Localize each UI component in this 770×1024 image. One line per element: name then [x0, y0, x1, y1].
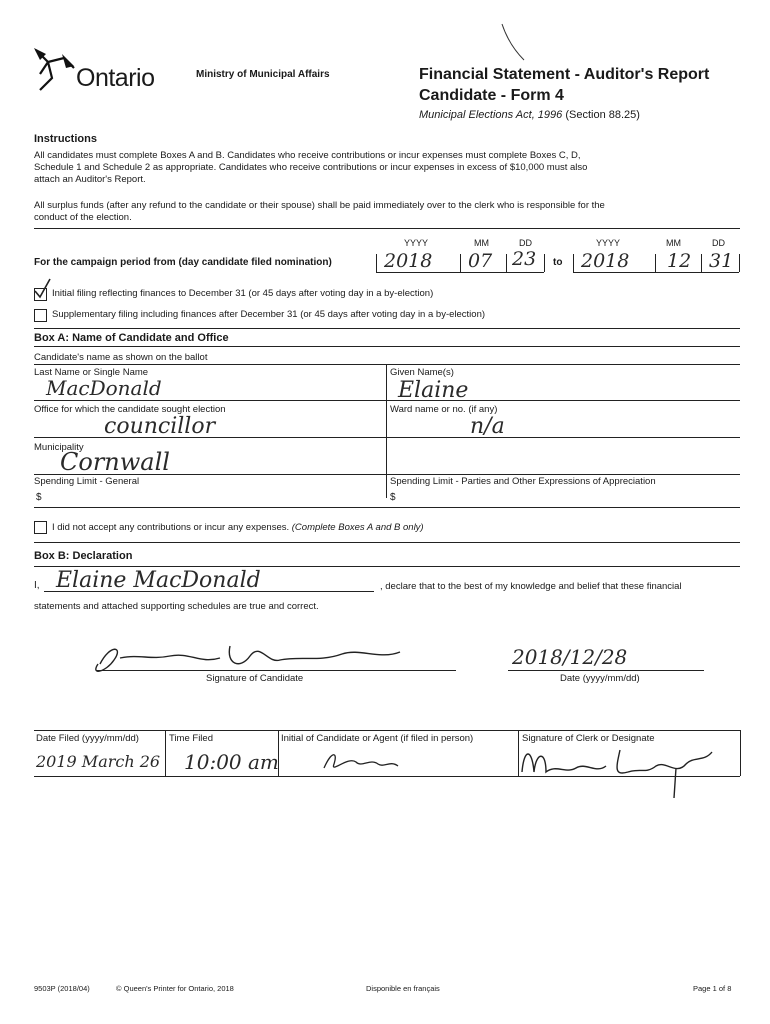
time-filed-label: Time Filed [169, 733, 213, 744]
ministry-name: Ministry of Municipal Affairs [196, 69, 330, 80]
mm-label-from: MM [474, 238, 489, 248]
act-reference [419, 109, 640, 121]
from-day-value[interactable]: 23 [512, 248, 537, 270]
ward-value[interactable]: n/a [470, 414, 505, 439]
municipality-label: Municipality [34, 442, 84, 453]
act-name: Municipal Elections Act, 1996 [419, 109, 563, 121]
given-name-label: Given Name(s) [390, 367, 454, 378]
initial-filing-checkbox[interactable] [34, 288, 47, 301]
to-month-value[interactable]: 12 [667, 250, 692, 272]
form-number: 9503P (2018/04) [34, 984, 90, 993]
supplementary-filing-label: Supplementary filing including finances after December 31 (or 45 days after voting day in a by-election) [52, 309, 486, 320]
office-label: Office for which the candidate sought election [34, 404, 226, 415]
declaration-i: I, [34, 580, 40, 591]
to-label: to [553, 257, 563, 268]
instructions-paragraph-1 [34, 150, 587, 186]
supplementary-filing-checkbox[interactable] [34, 309, 47, 322]
instructions-heading: Instructions [34, 133, 97, 145]
dd-label-from: DD [519, 238, 532, 248]
initial-filing-label: Initial filing reflecting finances to December 31 (or 45 days after voting day in a by-election) [52, 288, 434, 299]
initial-agent-label: Initial of Candidate or Agent (if filed in person) [281, 733, 474, 744]
ontario-logo [30, 44, 175, 94]
clerk-signature[interactable] [516, 742, 716, 802]
declarant-name[interactable]: Elaine MacDonald [56, 568, 261, 593]
trillium-icon [30, 44, 76, 94]
pen-mark-icon [498, 22, 528, 62]
signature-label: Signature of Candidate [206, 673, 304, 684]
box-a-heading: Box A: Name of Candidate and Office [34, 332, 229, 344]
office-value[interactable]: councillor [104, 414, 216, 439]
date-filed-value[interactable]: 2019 March 26 [36, 752, 161, 771]
ward-label: Ward name or no. (if any) [390, 404, 498, 415]
declaration-text-line2: statements and attached supporting schedules are true and correct. [34, 601, 319, 612]
french-availability: Disponible en français [366, 984, 440, 993]
from-year-value[interactable]: 2018 [384, 250, 433, 272]
instructions-text: All candidates must complete Boxes A and B. Candidates who receive contributions or incur expenses must complete Boxes C, D, [34, 150, 581, 161]
time-filed-value[interactable]: 10:00 am [184, 750, 279, 774]
date-filed-label: Date Filed (yyyy/mm/dd) [36, 733, 139, 744]
box-b-heading: Box B: Declaration [34, 550, 133, 562]
spending-limit-parties-label: Spending Limit - Parties and Other Expressions of Appreciation [390, 476, 656, 487]
ballot-name-label: Candidate's name as shown on the ballot [34, 352, 208, 363]
spending-limit-general-label: Spending Limit - General [34, 476, 140, 487]
from-date-group[interactable] [376, 248, 544, 272]
to-year-value[interactable]: 2018 [581, 250, 630, 272]
instructions-text: Schedule 1 and Schedule 2 as appropriate. Candidates who receive contributions or incur expenses in excess of $10,000 must also [34, 162, 588, 173]
municipality-value[interactable]: Cornwall [60, 448, 170, 476]
last-name-label: Last Name or Single Name [34, 367, 149, 378]
spending-limit-parties-value[interactable]: $ [390, 492, 396, 503]
to-day-value[interactable]: 31 [709, 250, 734, 272]
copyright: © Queen's Printer for Ontario, 2018 [116, 984, 234, 993]
mm-label-to: MM [666, 238, 681, 248]
yyyy-label-to: YYYY [596, 238, 621, 248]
spending-limit-general-value[interactable]: $ [36, 492, 42, 503]
no-contributions-note: (Complete Boxes A and B only) [291, 522, 424, 533]
given-name-value[interactable]: Elaine [398, 378, 469, 403]
page-number: Page 1 of 8 [693, 984, 732, 993]
instructions-paragraph-2 [34, 200, 605, 224]
no-contributions-text: I did not accept any contributions or incur any expenses. [52, 522, 290, 533]
last-name-value[interactable]: MacDonald [46, 376, 162, 400]
from-month-value[interactable]: 07 [468, 250, 493, 272]
to-date-group[interactable] [573, 248, 739, 272]
agent-initial[interactable] [318, 746, 408, 776]
logo-text: Ontario [76, 64, 155, 92]
yyyy-label-from: YYYY [404, 238, 429, 248]
no-contributions-label [52, 522, 424, 533]
act-section: (Section 88.25) [565, 109, 640, 121]
instructions-text: All surplus funds (after any refund to the candidate or their spouse) shall be paid immediately over to the clerk who is responsible for the [34, 200, 605, 211]
declaration-date-value[interactable]: 2018/12/28 [512, 645, 628, 669]
checkmark-icon [33, 277, 51, 299]
declaration-date-label: Date (yyyy/mm/dd) [560, 673, 640, 684]
dd-label-to: DD [712, 238, 725, 248]
form-title: Financial Statement - Auditor's Report [419, 66, 710, 83]
clerk-signature-label: Signature of Clerk or Designate [522, 733, 655, 744]
no-contributions-checkbox[interactable] [34, 521, 47, 534]
form-subtitle: Candidate - Form 4 [419, 87, 564, 104]
instructions-text: conduct of the election. [34, 212, 132, 223]
campaign-period-label: For the campaign period from (day candidate filed nomination) [34, 257, 332, 268]
declaration-text: , declare that to the best of my knowledge and belief that these financial [380, 581, 682, 592]
instructions-text: attach an Auditor's Report. [34, 174, 146, 185]
